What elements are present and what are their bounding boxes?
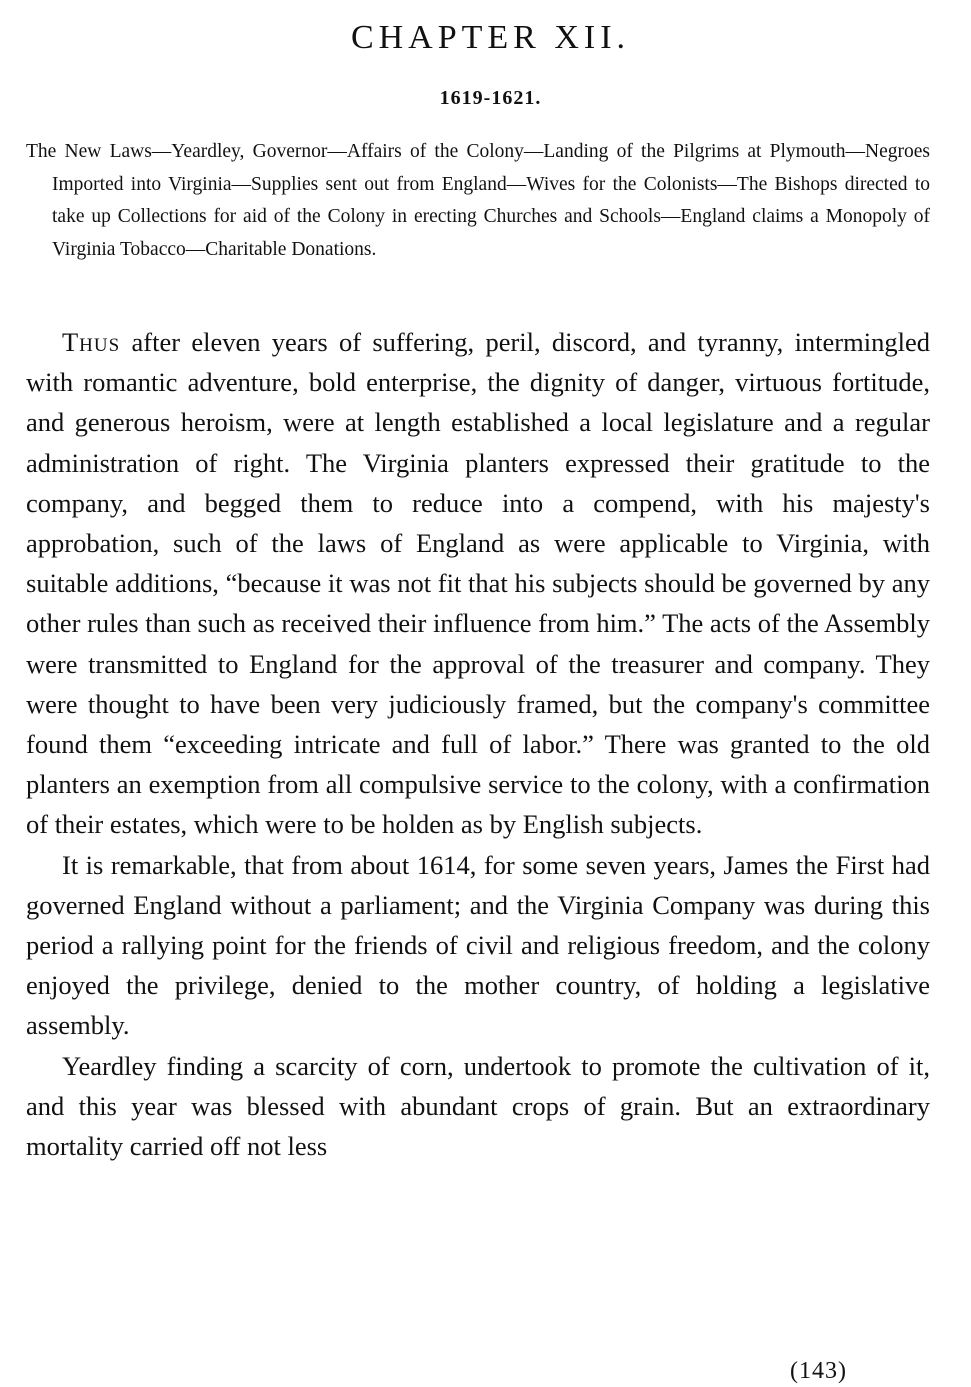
chapter-summary: The New Laws—Yeardley, Governor—Affairs of the Colony—Landing of the Pilgrims at Plymouth—Negroes Imported into Virginia—Supplies sent out from England—Wives for the Colonists—The Bishops directed to take up Collections for aid of the Colony in erecting Churches and Schools—England claims a Monopoly of Virginia Tobacco—Charitable Donations. xyxy=(26,141,930,260)
paragraph-1 xyxy=(26,322,930,845)
paragraph-2: It is remarkable, that from about 1614, for some seven years, James the First had governed England without a parliament; and the Virginia Company was during this period a rallying point for the friends of civil and religious freedom, and the colony enjoyed the privilege, denied to the mother country, of holding a legislative assembly. xyxy=(26,849,930,1041)
page-number: (143) xyxy=(790,1358,847,1384)
paragraph-1-lead: Thus xyxy=(62,327,121,357)
chapter-body xyxy=(26,322,930,1166)
chapter-dates: 1619-1621. xyxy=(439,87,542,109)
paragraph-1-text: after eleven years of suffering, peril, discord, and tyranny, intermingled with romantic adventure, bold enterprise, the dignity of danger, virtuous fortitude, and generous heroism, were at length established a local legislature and a regular administration of right. The Virginia planters expressed their gratitude to the company, and begged them to reduce into a compend, with his majesty's approbation, such of the laws of England as were applicable to Virginia, with suitable additions, “because it was not fit that his subjects should be governed by any other rules than such as received their influence from him.” The acts of the Assembly were transmitted to England for the approval of the treasurer and company. They were thought to have been very judiciously framed, but the company's committee found them “exceeding intricate and full of labor.” There was granted to the old planters an exemption from all compulsive service to the colony, with a confirmation of their estates, which were to be holden as by English subjects. xyxy=(26,327,930,840)
chapter-title: CHAPTER XII. xyxy=(350,19,631,56)
paragraph-3: Yeardley finding a scarcity of corn, undertook to promote the cultivation of it, and this year was blessed with abundant crops of grain. But an extraordinary mortality carried off not less xyxy=(26,1050,930,1162)
